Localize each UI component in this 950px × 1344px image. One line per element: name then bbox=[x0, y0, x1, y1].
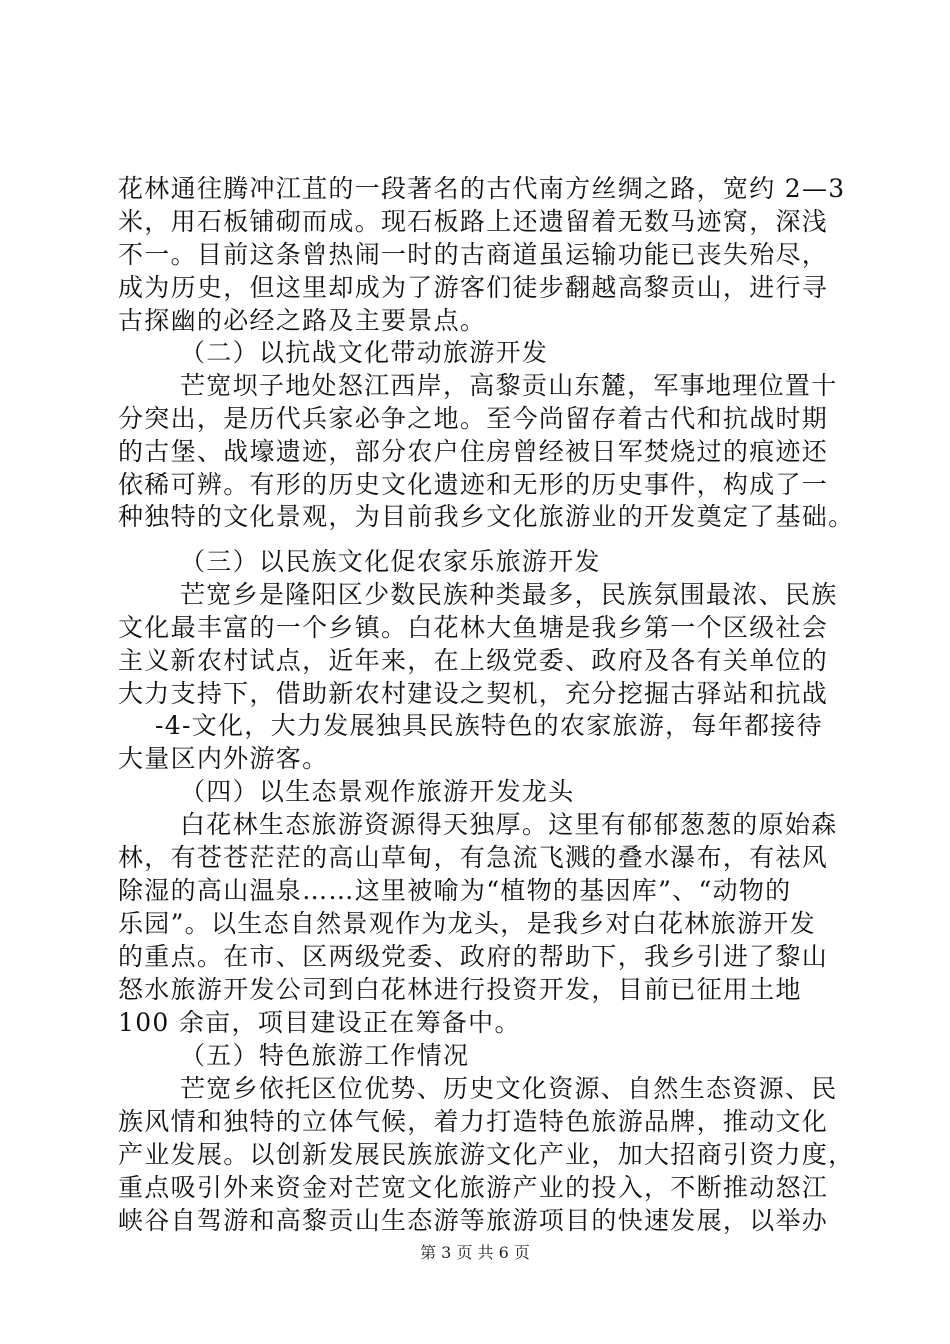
body-line: -4-文化，大力发展独具民族特色的农家旅游，每年都接待 bbox=[155, 711, 823, 740]
body-line: 的古堡、战壕遗迹，部分农户住房曾经被日军焚烧过的痕迹还 bbox=[118, 437, 829, 466]
body-line: 米，用石板铺砌而成。现石板路上还遗留着无数马迹窝，深浅 bbox=[118, 207, 829, 236]
body-line: 种独特的文化景观，为目前我乡文化旅游业的开发奠定了基础。 bbox=[118, 502, 855, 531]
body-line: 芒宽坝子地处怒江西岸，高黎贡山东麓，军事地理位置十 bbox=[180, 371, 838, 400]
page-number-footer: 第 3 页 共 6 页 bbox=[420, 1243, 530, 1262]
body-line: 依稀可辨。有形的历史文化遗迹和无形的历史事件，构成了一 bbox=[118, 470, 829, 499]
body-line: 古探幽的必经之路及主要景点。 bbox=[118, 306, 487, 335]
body-line: 产业发展。以创新发展民族旅游文化产业，加大招商引资力度， bbox=[118, 1140, 855, 1169]
body-line: 芒宽乡依托区位优势、历史文化资源、自然生态资源、民 bbox=[180, 1074, 838, 1103]
body-line: 白花林生态旅游资源得天独厚。这里有郁郁葱葱的原始森 bbox=[180, 810, 838, 839]
body-line: 不一。目前这条曾热闹一时的古商道虽运输功能已丧失殆尽， bbox=[118, 240, 829, 269]
body-line: 大力支持下，借助新农村建设之契机，充分挖掘古驿站和抗战 bbox=[118, 679, 829, 708]
section-heading: （四）以生态景观作旅游开发龙头 bbox=[180, 777, 575, 806]
body-line: 花林通往腾冲江苴的一段著名的古代南方丝绸之路，宽约 2—3 bbox=[118, 174, 846, 203]
section-heading: （三）以民族文化促农家乐旅游开发 bbox=[180, 547, 601, 576]
body-line: 峡谷自驾游和高黎贡山生态游等旅游项目的快速发展，以举办 bbox=[118, 1206, 829, 1235]
body-line: 100 余亩，项目建设正在筹备中。 bbox=[118, 1008, 521, 1037]
body-line: 文化最丰富的一个乡镇。白花林大鱼塘是我乡第一个区级社会 bbox=[118, 613, 829, 642]
body-line: 成为历史，但这里却成为了游客们徒步翻越高黎贡山，进行寻 bbox=[118, 273, 829, 302]
body-line: 重点吸引外来资金对芒宽文化旅游产业的投入，不断推动怒江 bbox=[118, 1173, 829, 1202]
body-line: 除湿的高山温泉……这里被喻为“植物的基因库”、“动物的 bbox=[118, 876, 792, 905]
body-line: 乐园”。以生态自然景观作为龙头，是我乡对白花林旅游开发 bbox=[118, 909, 816, 938]
body-line: 主义新农村试点，近年来，在上级党委、政府及各有关单位的 bbox=[118, 646, 829, 675]
body-line: 怒水旅游开发公司到白花林进行投资开发，目前已征用土地 bbox=[118, 975, 802, 1004]
body-line: 大量区内外游客。 bbox=[118, 744, 329, 773]
body-line: 的重点。在市、区两级党委、政府的帮助下，我乡引进了黎山 bbox=[118, 942, 829, 971]
section-heading: （二）以抗战文化带动旅游开发 bbox=[180, 338, 549, 367]
body-line: 分突出，是历代兵家必争之地。至今尚留存着古代和抗战时期 bbox=[118, 404, 829, 433]
body-line: 芒宽乡是隆阳区少数民族种类最多，民族氛围最浓、民族 bbox=[180, 580, 838, 609]
section-heading: （五）特色旅游工作情况 bbox=[180, 1041, 470, 1070]
body-line: 族风情和独特的立体气候，着力打造特色旅游品牌，推动文化 bbox=[118, 1107, 829, 1136]
body-line: 林，有苍苍茫茫的高山草甸，有急流飞溅的叠水瀑布，有祛风 bbox=[118, 843, 829, 872]
